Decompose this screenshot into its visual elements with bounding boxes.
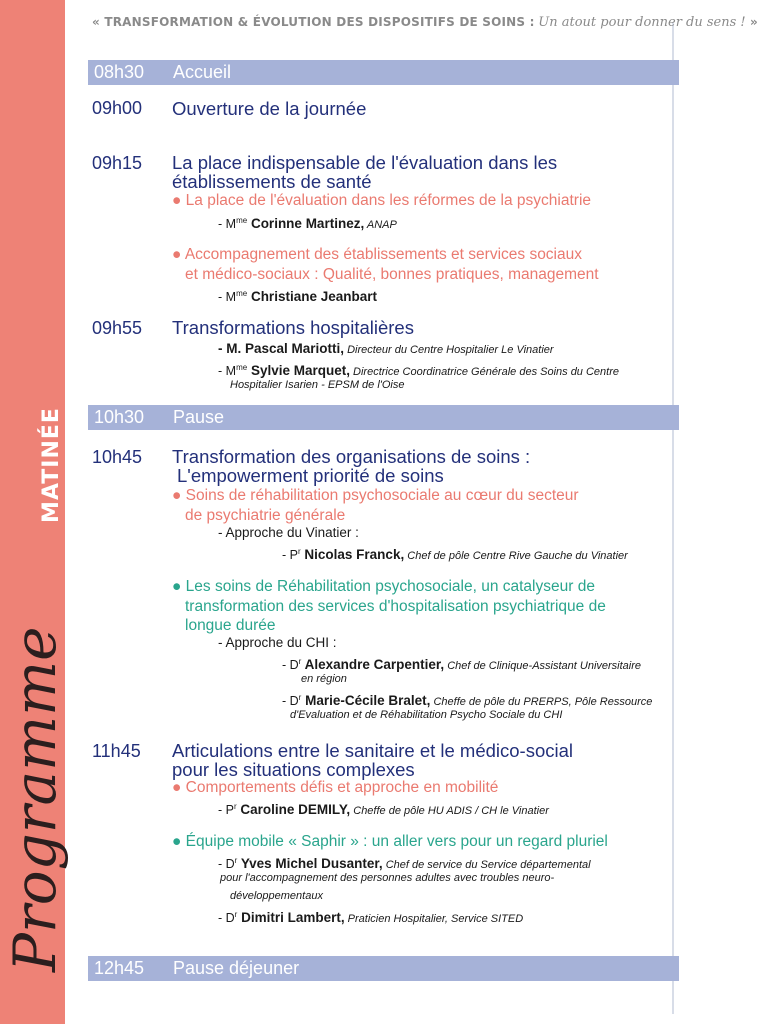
title-line: La place indispensable de l'évaluation dans les [172,152,558,173]
title-articulations [172,741,573,779]
right-divider [672,22,674,1014]
speaker-carpentier-role: en région [301,673,347,685]
title-organisations-soins [172,447,530,485]
bullet-accompagnement [172,245,599,284]
speaker-franck: - $P^r$ Nicolas Franck, Chef de pôle Centre Rive Gauche du Vinatier [282,547,628,563]
title-transformations-hospitalieres: Transformations hospitalières [172,317,414,338]
time-0900: 09h00 [92,98,143,118]
time-1245: 12h45 [94,958,145,978]
bullet-text: ● Les soins de Réhabilitation psychosociale, un catalyseur de [172,578,595,595]
approach-chi: - Approche du CHI : [218,635,337,650]
header-title: TRANSFORMATION & ÉVOLUTION DES DISPOSITIFS DE SOINS : [104,15,535,29]
speaker-dusanter-role: pour l'accompagnement des personnes adultes avec troubles neuro- [220,872,555,884]
bullet-text: et médico-sociaux : Qualité, bonnes pratiques, management [185,265,599,283]
bullet-text: ● Soins de réhabilitation psychosociale au cœur du secteur [172,487,579,504]
header-quote-open: « [92,15,105,29]
sidebar-band [0,0,69,1024]
speaker-jeanbart: - $M^{me}$ Christiane Jeanbart [218,289,377,305]
bullet-catalyseur [172,577,606,636]
bullet-text: Équipe mobile « Saphir » : un aller vers pour un regard pluriel [185,833,608,850]
time-0915: 09h15 [92,153,143,173]
label-pause: Pause [173,407,225,427]
header-quote-close: » [745,15,758,29]
speaker-mariotti: - M. Pascal Mariotti, Directeur du Centre Hospitalier Le Vinatier [218,341,554,356]
bullet-comportements-defis: ● Comportements défis et approche en mobilité [172,779,499,796]
schedule-bar-pause [88,405,679,430]
speaker-demily: - $P^r$ Caroline DEMILY, Cheffe de pôle HU ADIS / CH le Vinatier [218,802,549,818]
speaker-marquet-role: Hospitalier Isarien - EPSM de l'Oise [230,379,405,391]
approach-vinatier: - Approche du Vinatier : [218,525,359,540]
header-tagline: Un atout pour donner du sens ! [538,15,746,30]
speaker-bralet-role: d'Evaluation et de Réhabilitation Psycho Sociale du CHI [290,709,563,721]
title-evaluation [172,153,557,191]
time-1045: 10h45 [92,447,143,467]
time-1145: 11h45 [92,741,141,761]
bullet-text: de psychiatrie générale [185,506,346,524]
time-0955: 09h55 [92,318,143,338]
bullet-equipe-saphir: ● Équipe mobile « Saphir » : un aller vers pour un regard pluriel [172,833,608,850]
title-line: Transformation des organisations de soins : [172,446,531,467]
page-header [92,14,758,30]
schedule-bar-accueil [88,60,679,85]
label-accueil: Accueil [173,62,232,82]
bullet-text: Comportements défis et approche en mobilité [185,779,499,796]
schedule-bar-pause-dejeuner [88,956,679,981]
title-line: établissements de santé [172,171,372,192]
title-line: Articulations entre le sanitaire et le médico-social [172,740,574,761]
speaker-lambert: - $D^r$ Dimitri Lambert, Praticien Hospitalier, Service SITED [218,910,524,926]
title-line: pour les situations complexes [172,759,415,780]
bullet-text: La place de l'évaluation dans les réformes de la psychiatrie [185,192,592,209]
section-label-matinee: MATINÉE [39,407,64,523]
title-line: L'empowerment priorité de soins [177,465,444,486]
speaker-marquet: - $M^{me}$ Sylvie Marquet, Directrice Coordinatrice Générale des Soins du Centre [218,363,620,379]
programme-script-title: Programme [1,626,69,972]
label-pause-dejeuner: Pause déjeuner [173,958,300,978]
time-1030: 10h30 [94,407,145,427]
speaker-bralet: - $D^r$ Marie-Cécile Bralet, Cheffe de pôle du PRERPS, Pôle Ressource [282,693,653,709]
bullet-text: ● Accompagnement des établissements et services sociaux [172,246,582,263]
bullet-rehabilitation [172,486,579,525]
bullet-text: longue durée [185,617,276,634]
title-ouverture: Ouverture de la journée [172,98,367,119]
speaker-martinez: - $M^{me}$ Corinne Martinez, ANAP [218,216,397,232]
bullet-text: transformation des services d'hospitalisation psychiatrique de [185,597,606,615]
speaker-carpentier: - $D^r$ Alexandre Carpentier, Chef de Clinique-Assistant Universitaire [282,657,642,673]
speaker-dusanter: - $D^r$ Yves Michel Dusanter, Chef de service du Service départemental [218,856,591,872]
bullet-evaluation-psychiatrie: ● La place de l'évaluation dans les réformes de la psychiatrie [172,192,592,209]
speaker-dusanter-role: développementaux [230,890,323,902]
time-0830: 08h30 [94,62,145,82]
